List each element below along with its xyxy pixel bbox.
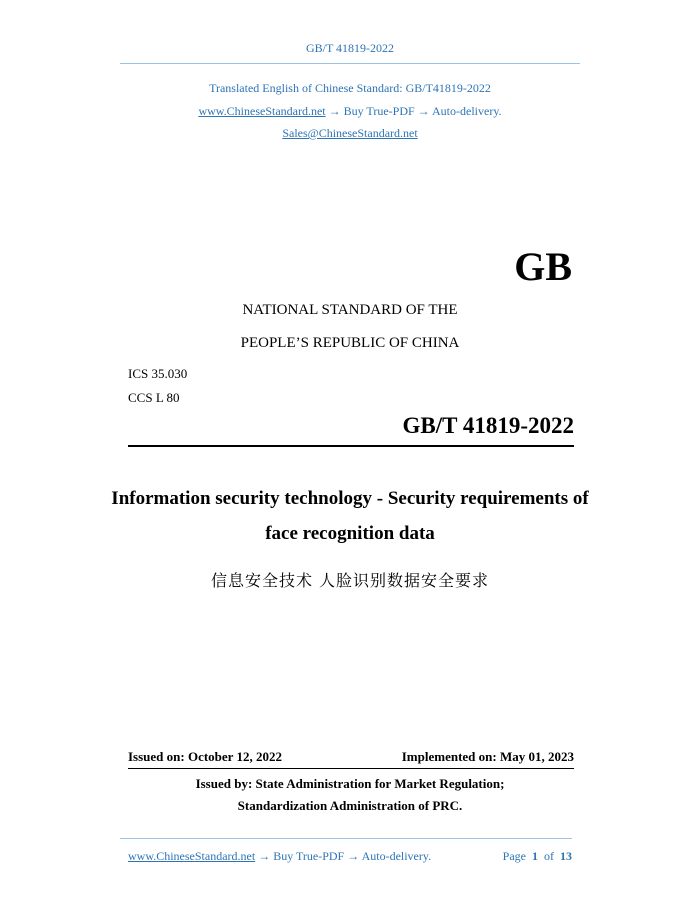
translation-links (0, 104, 700, 119)
title-divider (128, 445, 574, 447)
ccs-code: CCS L 80 (128, 390, 180, 405)
implemented-date: Implemented on: May 01, 2023 (401, 749, 574, 764)
english-title-line1: Information security technology - Security requirements of (111, 488, 589, 509)
buy-note: → Buy True-PDF → Auto-delivery. (328, 104, 502, 118)
standard-code: GB/T 41819-2022 (402, 413, 574, 438)
footer-buy-note: → Buy True-PDF → Auto-delivery. (258, 849, 432, 863)
dates-divider (128, 768, 574, 769)
issued-by-line1: Issued by: State Administration for Market Regulation; (195, 776, 505, 791)
issued-date: Issued on: October 12, 2022 (128, 749, 282, 764)
issued-by-line2: Standardization Administration of PRC. (237, 798, 463, 813)
national-standard-line1: NATIONAL STANDARD OF THE (242, 302, 458, 318)
site-link[interactable]: www.ChineseStandard.net (198, 104, 326, 118)
footer-site-link[interactable]: www.ChineseStandard.net (128, 849, 256, 863)
ics-code: ICS 35.030 (128, 366, 188, 381)
page-total: 13 (560, 849, 572, 863)
chinese-title: 信息安全技术 人脸识别数据安全要求 (210, 571, 490, 590)
translation-note: Translated English of Chinese Standard: GB/T41819-2022 (209, 81, 491, 95)
footer-divider (120, 838, 572, 839)
gb-mark: GB (514, 244, 572, 289)
english-title-line2: face recognition data (265, 523, 435, 544)
national-standard-line2: PEOPLE’S REPUBLIC OF CHINA (240, 335, 460, 351)
email-link[interactable]: Sales@ChineseStandard.net (282, 126, 418, 140)
header-standard-code: GB/T 41819-2022 (305, 41, 395, 55)
of-label: of (544, 849, 554, 863)
page-number: 1 (532, 849, 538, 863)
footer-links (128, 849, 431, 864)
email-line (0, 126, 700, 141)
page-indicator (503, 849, 572, 864)
page-label: Page (502, 849, 526, 863)
header-divider (120, 63, 580, 64)
